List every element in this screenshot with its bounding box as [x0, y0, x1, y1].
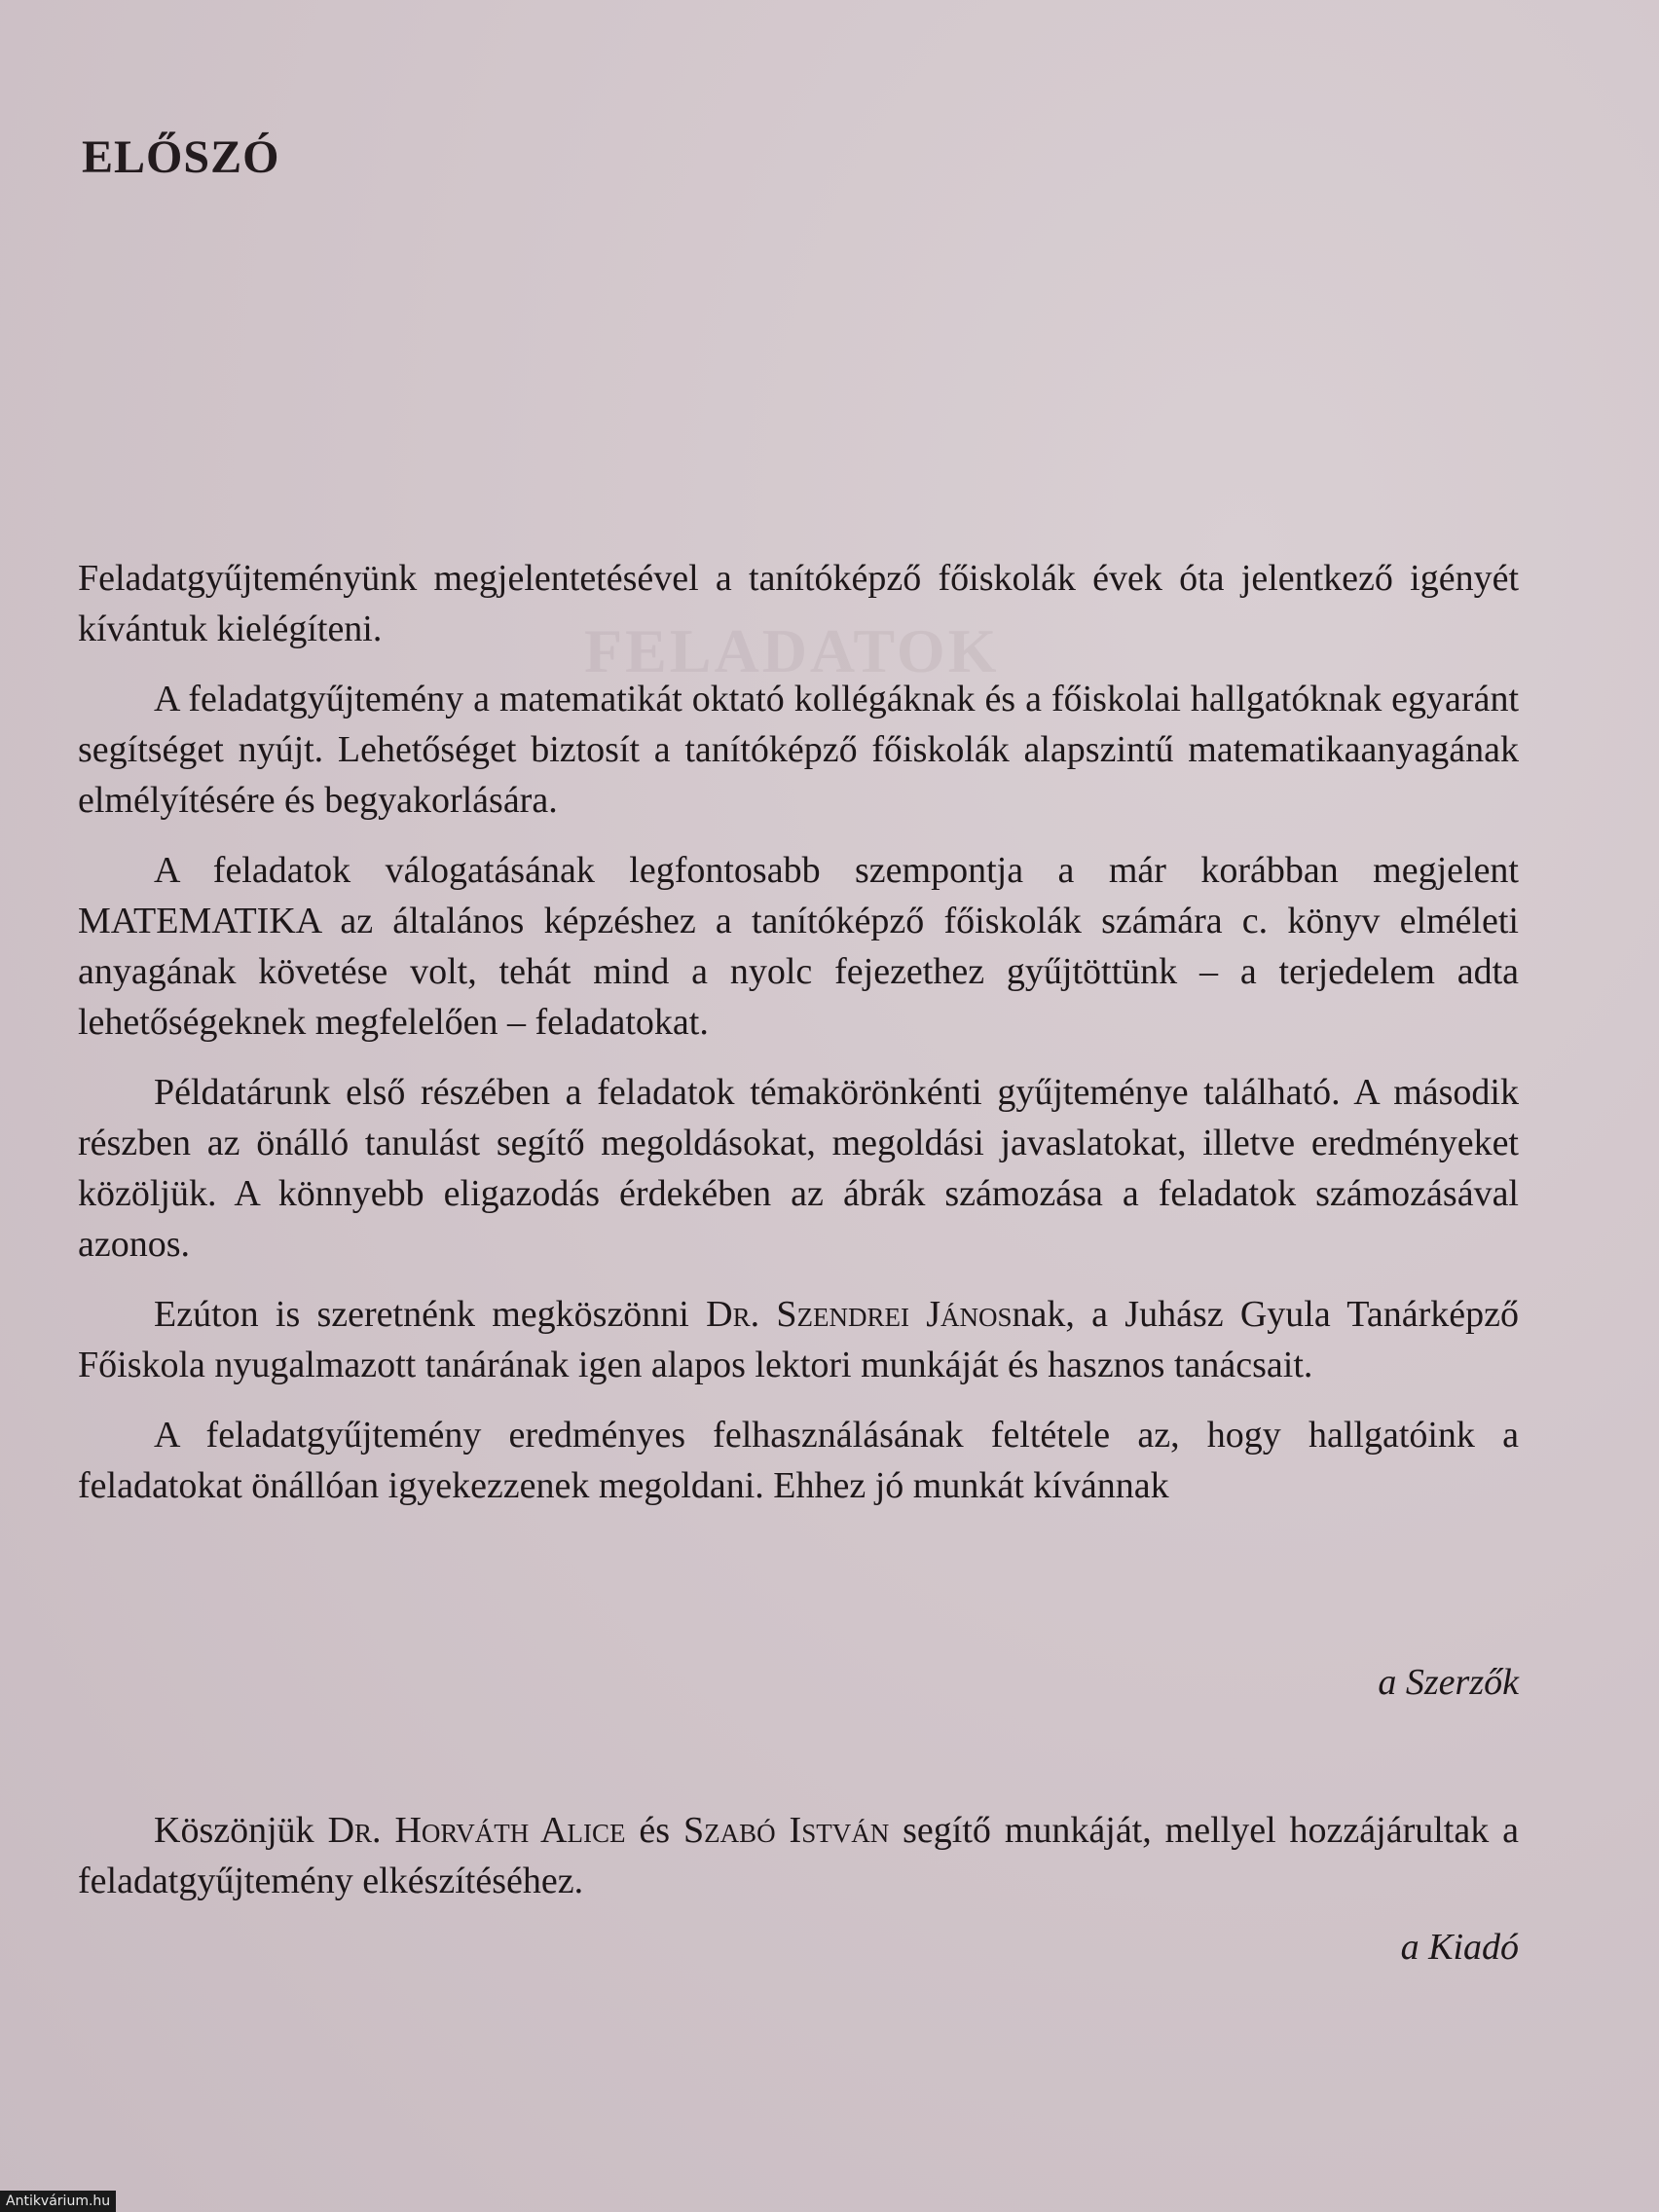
- page-title: ELŐSZÓ: [82, 131, 280, 183]
- signature-authors: a Szerzők: [1378, 1662, 1519, 1703]
- signature-publisher: a Kiadó: [1400, 1927, 1519, 1968]
- paragraph-5-before: Ezúton is szeretnénk megköszönni: [154, 1294, 707, 1335]
- paragraph-1: Feladatgyűjteményünk megjelentetésével a tanítóképző főiskolák évek óta jelentkező igényét kívántuk kielégíteni.: [78, 558, 1519, 649]
- paragraph-6: A feladatgyűjtemény eredményes felhasználásának feltétele az, hogy hallgatóink a feladatokat önállóan igyekezzenek megoldani. Ehhez jó munkát kívánnak: [78, 1415, 1519, 1506]
- helper-name-2: Szabó István: [683, 1810, 890, 1851]
- publisher-thanks-after: segítő munkáját, mellyel hozzájárultak a feladatgyűjtemény elkészítéséhez.: [78, 1810, 1519, 1901]
- paragraph-3: A feladatok válogatásának legfontosabb szempontja a már korábban megjelent MATEMATIKA az általános képzéshez a tanítóképző főiskolák számára c. könyv elméleti anyagának követése volt, tehát mind a nyolc fejezethez gyűjtöttünk – a terjedelem adta lehetőségeknek megfelelően – feladatokat.: [78, 850, 1519, 1043]
- paragraph-5-after: nak, a Juhász Gyula Tanárképző Főiskola nyugalmazott tanárának igen alapos lektori munkáját és hasznos tanácsait.: [78, 1294, 1519, 1385]
- publisher-thanks-middle: és: [625, 1810, 683, 1851]
- paragraph-2: A feladatgyűjtemény a matematikát oktató kollégáknak és a főiskolai hallgatóknak egyaránt segítséget nyújt. Lehetőséget biztosít a tanítóképző főiskolák alapszintű matematikaanyagának elmélyítésére és begyakorlására.: [78, 679, 1519, 821]
- publisher-thanks-before: Köszönjük: [154, 1810, 328, 1851]
- paragraph-5: [78, 1289, 1519, 1390]
- paragraph-4: Példatárunk első részében a feladatok témakörönkénti gyűjteménye található. A második részben az önálló tanulást segítő megoldásokat, megoldási javaslatokat, illetve eredményeket közöljük. A könnyebb eligazodás érdekében az ábrák számozása a feladatok számozásával azonos.: [78, 1072, 1519, 1265]
- preface-body: [78, 553, 1519, 1530]
- helper-name-1: Dr. Horváth Alice: [327, 1810, 626, 1851]
- reviewer-name: Dr. Szendrei János: [706, 1294, 1013, 1335]
- publisher-thanks: [78, 1805, 1519, 1906]
- watermark-text: FELADATOK: [584, 616, 1000, 685]
- source-watermark: Antikvárium.hu: [0, 2191, 116, 2212]
